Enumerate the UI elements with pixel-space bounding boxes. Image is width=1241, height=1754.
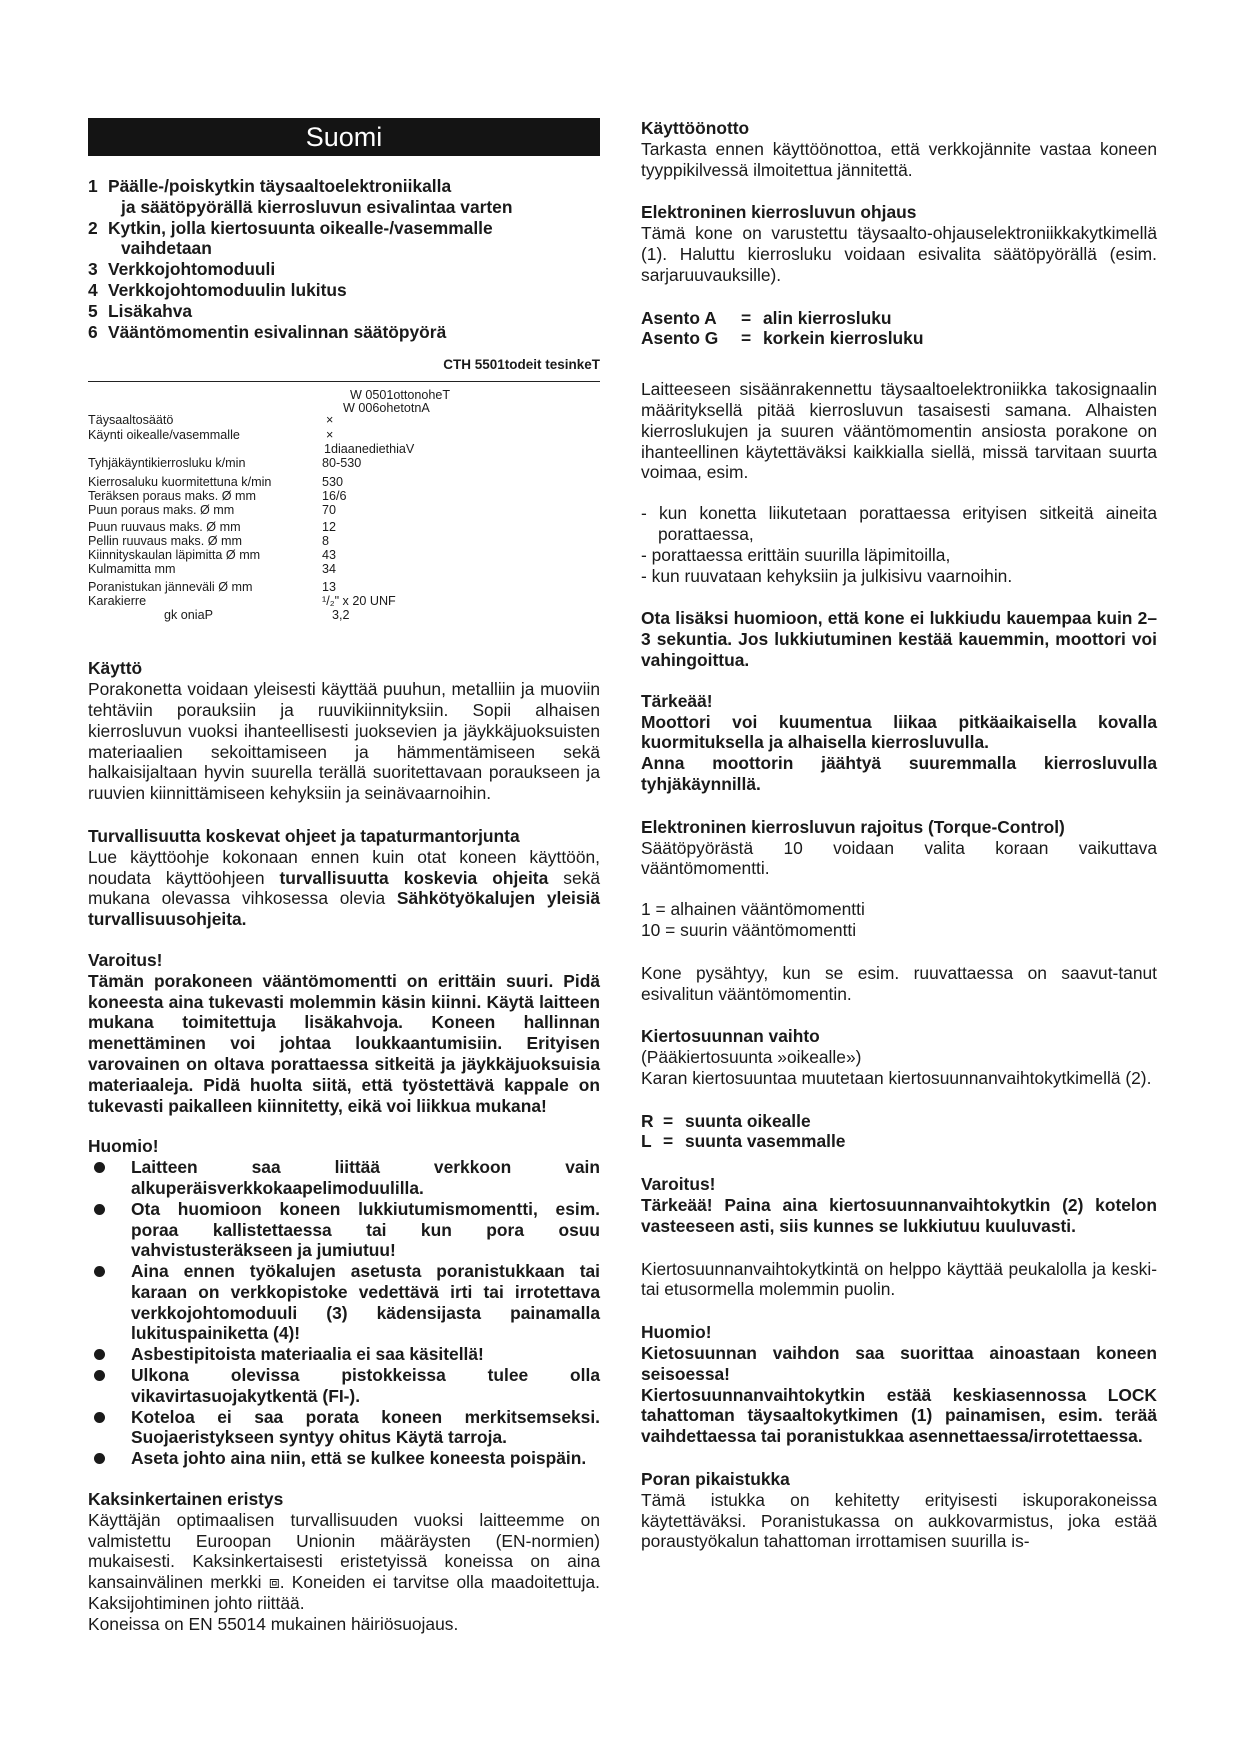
- safety-text: Lue käyttöohje kokonaan ennen kuin otat koneen käyttöön, noudata käyttöohjeen: [88, 846, 600, 888]
- direction-text: Karan kiertosuuntaa muutetaan kiertosuunnanvaihtokytkimellä (2).: [641, 1067, 1152, 1088]
- safety-heading: Turvallisuutta koskevat ohjeet ja tapaturmantorjunta: [88, 825, 520, 846]
- insulation-heading: Kaksinkertainen eristys: [88, 1489, 284, 1510]
- bullet-text: Aina ennen työkalujen asetusta poranistukkaan tai karaan on verkkopistoke vedettävä irti tai irrotettava verkkojohtomoduuli (3) kädensijasta painamalla lukituspainiketta (4)!: [131, 1261, 600, 1344]
- spec-value: 80-530: [322, 456, 362, 471]
- legend-text: Päälle-/poiskytkin täysaaltoelektroniikalla: [108, 176, 452, 196]
- legend-item: [88, 218, 600, 239]
- spec-label: gk oniaP: [164, 608, 214, 623]
- legend-item: [88, 301, 600, 322]
- spec-label: Puun poraus maks. Ø mm: [88, 503, 235, 518]
- spec-label: Tyhjäkäyntikierrosluku k/min: [88, 456, 246, 471]
- spec-label: Täysaaltosäätö: [88, 413, 174, 428]
- note2-text: Kietosuunnan vaihdon saa suorittaa ainoastaan koneen seisoessa!: [641, 1343, 1157, 1384]
- note2-heading: Huomio!: [641, 1322, 712, 1343]
- legend-text: Vääntömomentin esivalinnan säätöpyörä: [108, 321, 447, 342]
- direction-row: [641, 1131, 1157, 1152]
- insulation-text: . Koneiden ei tarvitse olla maadoitettuja. Kaksijohtiminen johto riittää.: [88, 1572, 601, 1614]
- position-key: Asento G: [641, 328, 719, 349]
- spec-value: 530: [322, 475, 344, 490]
- insulation-text: Käyttäjän optimaalisen turvallisuuden vuoksi laitteemme on valmistettu Euroopan Unionin määräysten (EN-normien) mukaisesti. Kaksinkertaisesti eristetyissä koneissa on aina kansainvälinen merkki: [88, 1509, 600, 1593]
- kaytto-heading: Käyttö: [88, 658, 143, 679]
- bullet-text: Asbestipitoista materiaalia ei saa käsitellä!: [131, 1344, 484, 1365]
- legend-text: Lisäkahva: [108, 300, 193, 321]
- direction-equals: =: [663, 1110, 674, 1131]
- warning2-heading: Varoitus!: [641, 1174, 716, 1195]
- direction-key: R: [641, 1110, 654, 1131]
- lock-note: Ota lisäksi huomioon, että kone ei lukkiudu kauempaa kuin 2–3 sekuntia. Jos lukkiutuminen kestää kauemmin, moottori voi vahingoittua.: [641, 608, 1157, 670]
- spec-table: [88, 358, 600, 658]
- legend-item: [88, 280, 600, 301]
- spec-label: Puun ruuvaus maks. Ø mm: [88, 520, 241, 535]
- spec-label: Karakierre: [88, 594, 147, 609]
- legend-item: [88, 259, 600, 280]
- speed-text: Tämä kone on varustettu täysaalto-ohjauselektroniikkakytkimellä (1). Haluttu kierrosluku voidaan esivalita säätöpyörällä (esim. sarjaruuvauksille).: [641, 223, 1157, 285]
- spec-value: 34: [322, 562, 337, 577]
- legend-text: Kytkin, jolla kiertosuunta oikealle-/vasemmalle: [108, 217, 493, 238]
- torque-heading: Elektroninen kierrosluvun rajoitus (Torque-Control): [641, 816, 1065, 837]
- torque-low: 1 = alhainen vääntömomentti: [641, 899, 865, 920]
- list-item: [88, 1365, 600, 1407]
- spec-value: 1diaanediethiaV: [324, 442, 415, 457]
- list-item: [88, 1448, 600, 1469]
- spec-value: 16/6: [322, 489, 347, 504]
- position-value: korkein kierrosluku: [763, 328, 924, 349]
- spec-value: ¹/₂" x 20 UNF: [322, 594, 396, 609]
- position-equals: =: [741, 328, 752, 349]
- legend-number: 4: [88, 279, 98, 300]
- speed-heading: Elektroninen kierrosluvun ohjaus: [641, 202, 917, 223]
- torque-text: Säätöpyörästä 10 voidaan valita koraan vaikuttava vääntömomentti.: [641, 837, 1157, 879]
- list-item: - kun ruuvataan kehyksiin ja julkisivu vaarnoihin.: [641, 565, 1013, 586]
- torque-high: 10 = suurin vääntömomentti: [641, 919, 857, 940]
- safety-text: sekä mukana olevassa vihkosessa olevia: [88, 867, 600, 909]
- note-heading: Huomio!: [88, 1136, 159, 1157]
- chuck-text: Tämä istukka on kehitetty erityisesti iskuporakoneissa käytettäväksi. Poranistukassa on aukkovarmistus, joka estää poraustyökalun tahattoman irrottamisen suurilla is-: [641, 1489, 1157, 1552]
- bullet-icon: [94, 1412, 105, 1423]
- double-insulation-icon: ⧈: [268, 1572, 280, 1593]
- warning-heading: Varoitus!: [88, 949, 163, 970]
- right-column: [641, 118, 1157, 1552]
- bullet-icon: [94, 1370, 105, 1381]
- list-item: [88, 1261, 600, 1344]
- list-item: - kun konetta liikutetaan porattaessa erityisen sitkeitä aineita porattaessa,: [641, 503, 1157, 544]
- legend-item: [88, 322, 600, 343]
- spec-divider: [88, 381, 600, 382]
- startup-heading: Käyttöönotto: [641, 118, 750, 138]
- spec-value: 70: [322, 503, 337, 518]
- legend-number: 1: [88, 176, 98, 196]
- safety-emphasis: turvallisuutta koskevia ohjeita: [279, 867, 549, 888]
- direction-equals: =: [663, 1131, 674, 1152]
- direction-value: suunta oikealle: [685, 1110, 811, 1131]
- safety-emphasis: Sähkötyökalujen yleisiä turvallisuusohjeita.: [88, 888, 600, 930]
- position-key: Asento A: [641, 307, 717, 328]
- safety-bullet-list: [88, 1157, 600, 1469]
- list-item: [88, 1407, 600, 1449]
- bullet-text: Koteloa ei saa porata koneen merkitsemseksi. Suojaeristykseen syntyy ohitus Käytä tarroja.: [131, 1406, 600, 1448]
- spec-value: 13: [322, 580, 337, 595]
- emc-text: Koneissa on EN 55014 mukainen häiriösuojaus.: [88, 1613, 459, 1634]
- list-item: [88, 1157, 600, 1199]
- parts-legend: [88, 176, 600, 342]
- chuck-heading: Poran pikaistukka: [641, 1469, 790, 1490]
- bullet-text: Aseta johto aina niin, että se kulkee koneesta poispäin.: [131, 1448, 587, 1469]
- spec-label: Kiinnityskaulan läpimitta Ø mm: [88, 548, 261, 563]
- spec-value: ×: [326, 428, 334, 443]
- spec-label: Teräksen poraus maks. Ø mm: [88, 489, 256, 504]
- legend-number: 3: [88, 259, 98, 280]
- direction-heading: Kiertosuunnan vaihto: [641, 1026, 820, 1047]
- spec-power-in: W 0501ottonoheT: [350, 388, 451, 403]
- left-column: [88, 118, 600, 1635]
- torque-stop-text: Kone pysähtyy, kun se esim. ruuvattaessa on saavut-tanut esivalitun vääntömomentin.: [641, 962, 1157, 1004]
- electronics-text: Laitteeseen sisäänrakennettu täysaaltoelektroniikka takosignaalin määrityksellä pitää kierrosluvun tasaisesti samana. Alhaisten kierroslukujen ja suuren vääntömomentin ansiosta porakone on ihanteellinen käytettäväksi kaikkialla siellä, missä tarvitaan suurta voimaa, esim.: [641, 379, 1157, 483]
- legend-number: 5: [88, 300, 98, 321]
- spec-value: 8: [322, 534, 330, 549]
- spec-label: Kulmamitta mm: [88, 562, 176, 577]
- spec-label: Poranistukan jänneväli Ø mm: [88, 580, 253, 595]
- safety-paragraph: [88, 847, 600, 930]
- direction-list: [641, 1111, 1157, 1153]
- legend-item: [88, 176, 600, 197]
- bullet-text: Ulkona olevissa pistokkeissa tulee olla vikavirtasuojakytkentä (FI-).: [131, 1365, 600, 1406]
- list-item: [88, 1344, 600, 1365]
- legend-number: 6: [88, 321, 98, 342]
- spec-label: Käynti oikealle/vasemmalle: [88, 428, 240, 443]
- spec-model-header: CTH 5501todeit tesinkeT: [443, 357, 600, 373]
- position-equals: =: [741, 307, 752, 328]
- kaytto-text: Porakonetta voidaan yleisesti käyttää puuhun, metalliin ja muoviin tehtäviin porauksiin ja ruuvikiinnityksiin. Sopii alhaisen kierrosluvun vuoksi ihanteellisesti juoksevien ja jäykkäjuoksuisten materiaalien sekoittamiseen ja hämmentämiseen sekä halkaisijaltaan hyvin suurella terällä suoritettavaan poraukseen ja ruuvien kiinnittämiseen kehyksiin ja seinävaarnoihin.: [88, 679, 600, 804]
- spec-value: 43: [322, 548, 337, 563]
- spec-value: ×: [326, 413, 334, 428]
- bullet-text: Ota huomioon koneen lukkiutumismomentti, esim. poraa kallistettaessa tai kun pora osuu vahvistusteräkseen ja jumiutuu!: [131, 1198, 600, 1261]
- bullet-icon: [94, 1162, 105, 1173]
- spec-power-out: W 006ohetotnA: [343, 401, 430, 416]
- direction-subtitle: (Pääkiertosuunta »oikealle»): [641, 1047, 862, 1068]
- position-list: [641, 308, 1157, 350]
- note2-text: Kiertosuunnanvaihtokytkin estää keskiasennossa LOCK tahattoman täysaaltokytkimen (1) painamisen, esim. terää vaihdettaessa tai poranistukkaa asennettaessa/irrotettaessa.: [641, 1384, 1157, 1447]
- legend-number: 2: [88, 217, 98, 238]
- bullet-text: Laitteen saa liittää verkkoon vain alkuperäisverkkokaapelimoduulilla.: [131, 1157, 600, 1198]
- insulation-paragraph: [88, 1510, 600, 1614]
- switch-text: Kiertosuunnanvaihtokytkintä on helppo käyttää peukalolla ja keski- tai etusormella molemmin puolin.: [641, 1258, 1157, 1300]
- legend-text: Verkkojohtomoduulin lukitus: [108, 279, 347, 300]
- legend-text: Verkkojohtomoduuli: [108, 259, 276, 280]
- section-banner: Suomi: [88, 118, 600, 156]
- spec-value: 12: [322, 520, 337, 535]
- legend-continuation: ja säätöpyörällä kierrosluvun esivalintaa varten: [121, 196, 513, 217]
- direction-key: L: [641, 1131, 652, 1152]
- bullet-icon: [94, 1453, 105, 1464]
- important-text: Anna moottorin jäähtyä suuremmalla kierrosluvulla tyhjäkäynnillä.: [641, 753, 1157, 794]
- list-item: - porattaessa erittäin suurilla läpimitoilla,: [641, 544, 951, 565]
- list-item: [88, 1199, 600, 1261]
- position-row: [641, 308, 1157, 329]
- bullet-icon: [94, 1349, 105, 1360]
- important-heading: Tärkeää!: [641, 690, 713, 711]
- dash-list: [641, 503, 1157, 586]
- direction-value: suunta vasemmalle: [685, 1131, 846, 1152]
- bullet-icon: [94, 1266, 105, 1277]
- legend-continuation: vaihdetaan: [121, 238, 212, 259]
- startup-text: Tarkasta ennen käyttöönottoa, että verkkojännite vastaa koneen tyyppikilvessä ilmoitettua jännitettä.: [641, 138, 1157, 180]
- spec-value: 3,2: [332, 608, 350, 623]
- direction-row: [641, 1111, 1157, 1132]
- warning2-text: Tärkeää! Paina aina kiertosuunnanvaihtokytkin (2) kotelon vasteeseen asti, siis kunnes se lukkiutuu kuuluvasti.: [641, 1195, 1157, 1236]
- spec-label: Kierrosaluku kuormitettuna k/min: [88, 475, 272, 490]
- spec-label: Pellin ruuvaus maks. Ø mm: [88, 534, 242, 549]
- warning-text: Tämän porakoneen vääntömomentti on erittäin suuri. Pidä koneesta aina tukevasti molemmin käsin kiinni. Käytä laitteen mukana toimitettuja lisäkahvoja. Koneen hallinnan menettäminen voi johtaa loukkaantumisiin. Erityisen varovainen on oltava porattaessa sitkeitä ja jäykkäjuoksuisia materiaaleja. Pidä huolta siitä, että työstettävä kappale on tukevasti paikalleen kiinnitetty, eikä voi liikkua mukana!: [88, 970, 600, 1116]
- position-value: alin kierrosluku: [763, 307, 892, 328]
- important-text: Moottori voi kuumentua liikaa pitkäaikaisella kovalla kuormituksella ja alhaisella kierrosluvulla.: [641, 711, 1157, 753]
- bullet-icon: [94, 1204, 105, 1215]
- position-row: [641, 328, 1157, 349]
